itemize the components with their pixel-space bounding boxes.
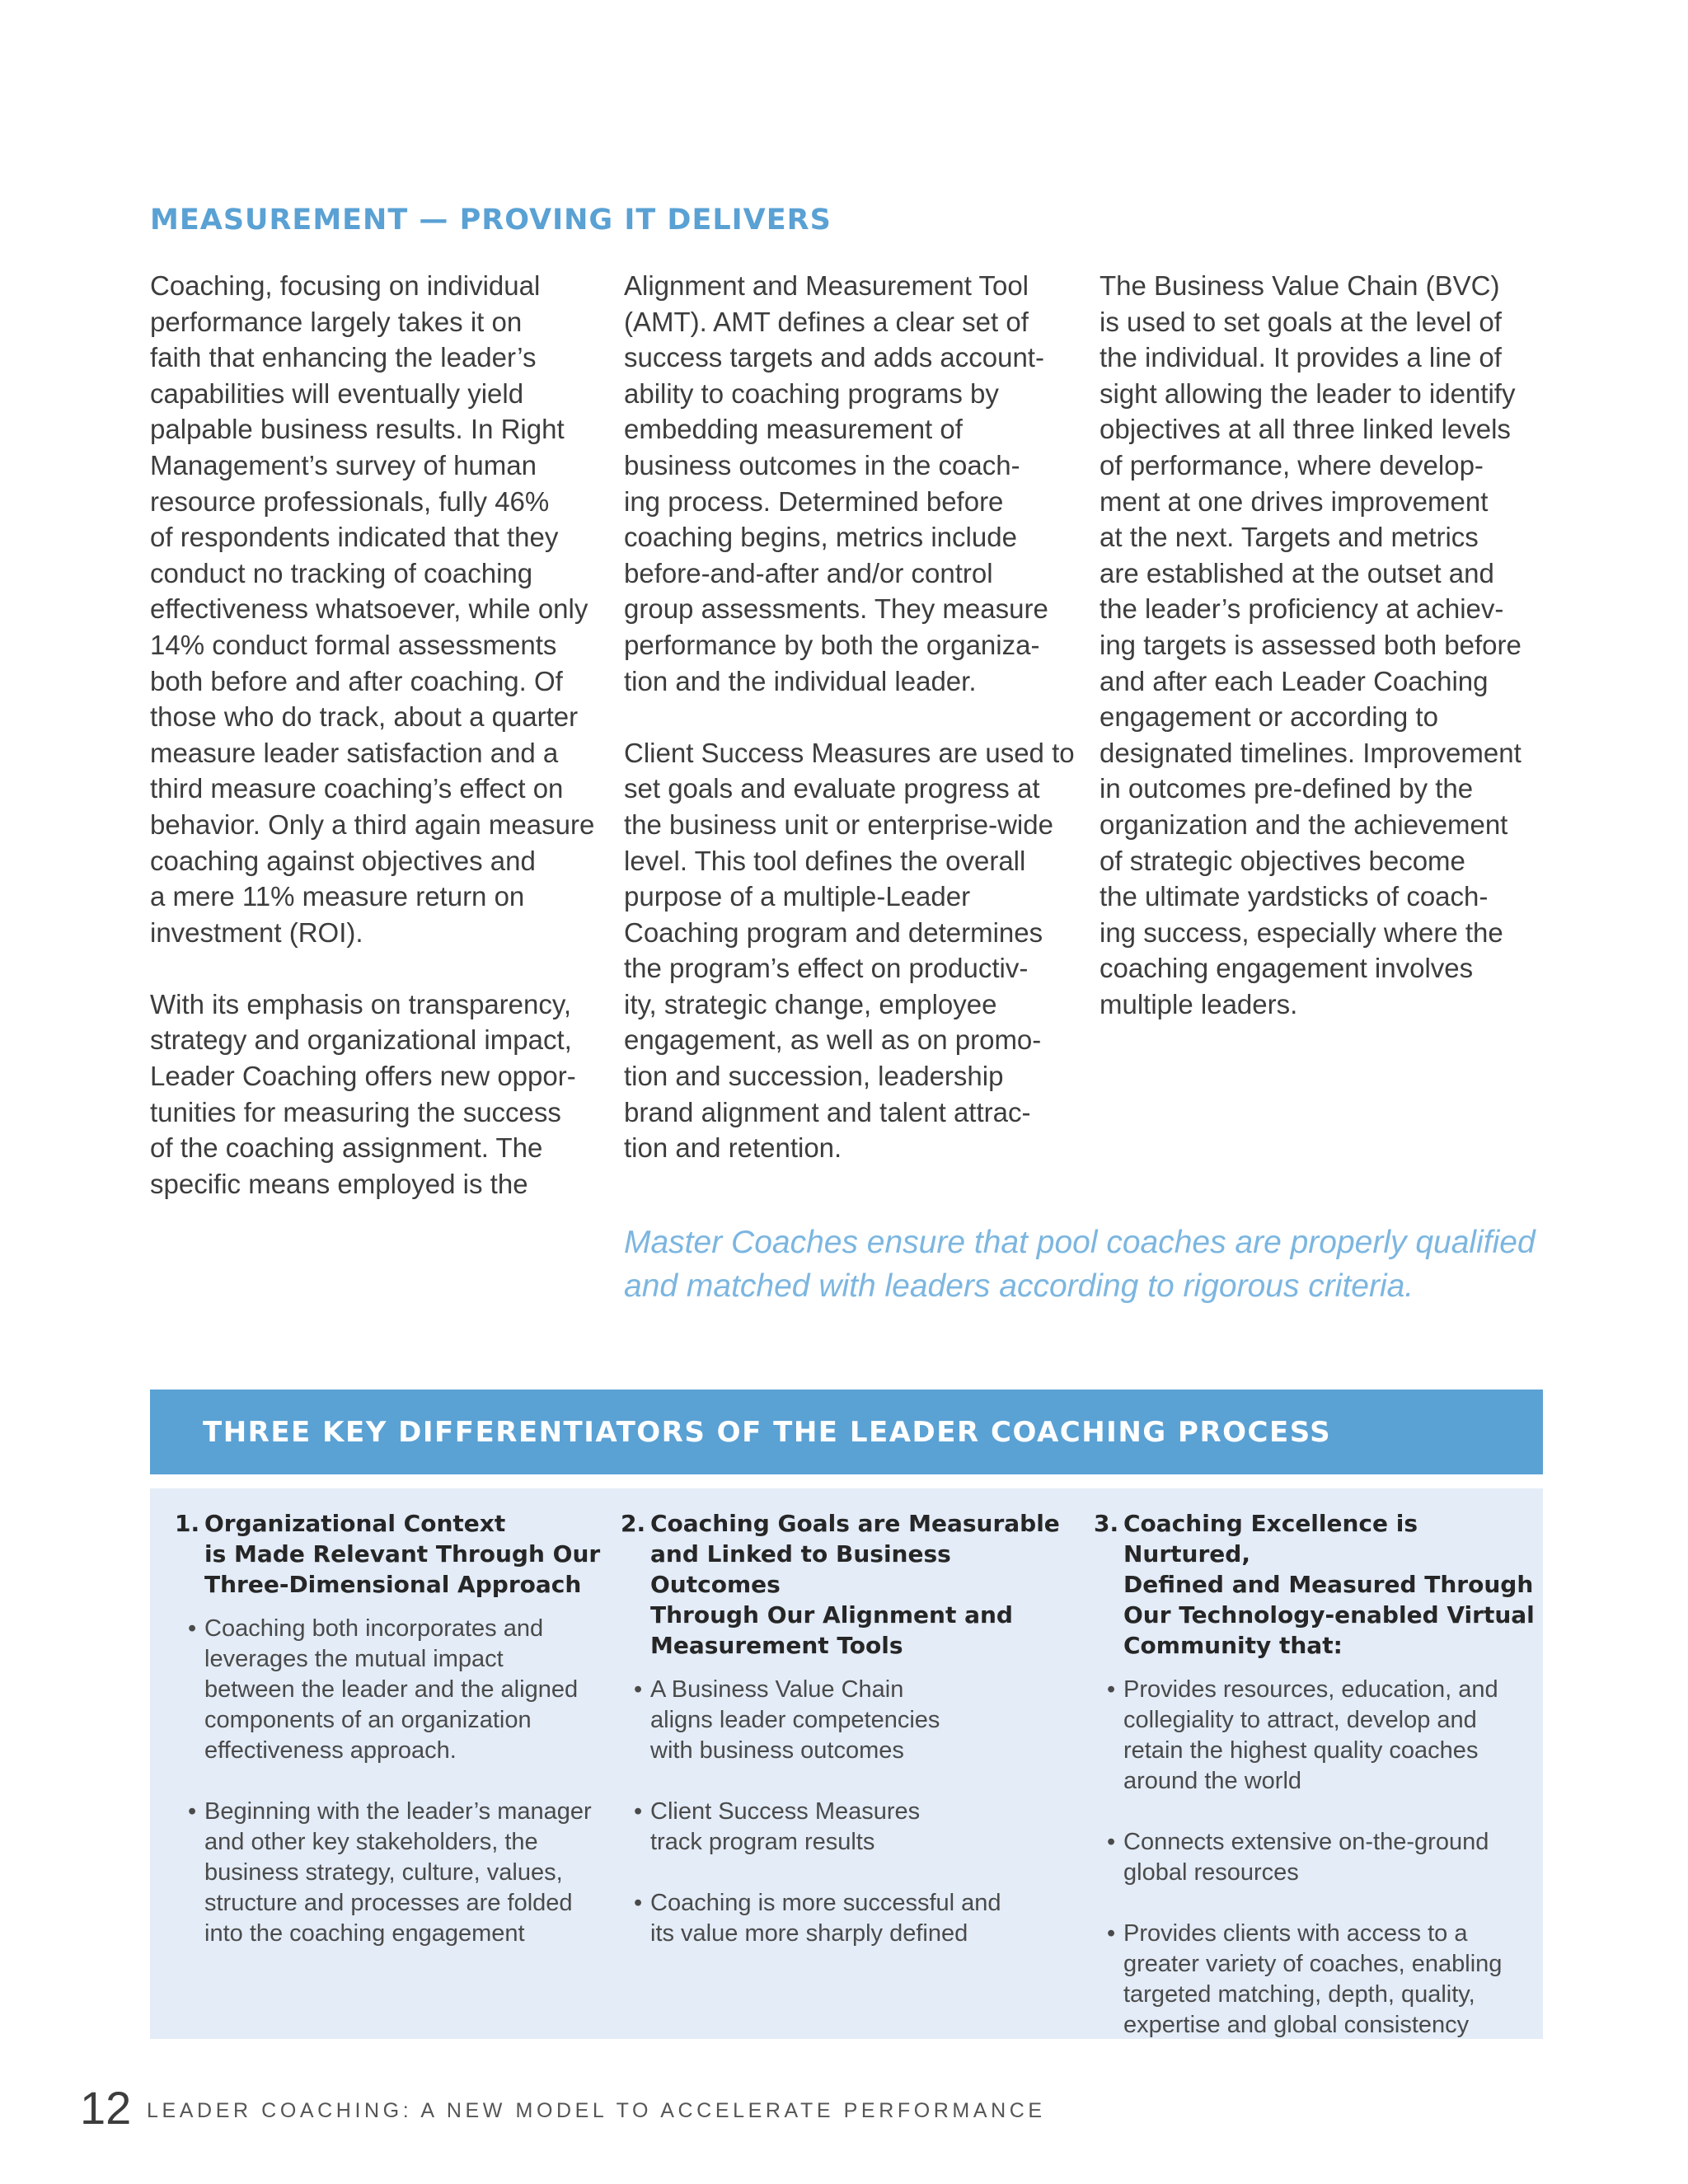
differentiator-number: 2.	[621, 1510, 646, 1537]
list-item	[621, 1797, 1066, 1858]
bullet-icon: •	[1107, 1829, 1116, 1855]
list-item	[175, 1797, 612, 1949]
section-heading: MEASUREMENT — PROVING IT DELIVERS	[150, 204, 832, 237]
differentiator-column-1	[175, 1508, 612, 1949]
differentiators-header	[150, 1390, 1543, 1474]
list-item-text: A Business Value Chain aligns leader competencies with business outcomes	[650, 1676, 940, 1764]
differentiator-number: 3.	[1094, 1510, 1119, 1537]
bullet-icon: •	[1107, 1676, 1116, 1703]
bullet-icon: •	[634, 1798, 643, 1825]
list-item-text: Connects extensive on-the-ground global resources	[1123, 1829, 1489, 1886]
differentiator-column-2	[621, 1508, 1066, 1949]
differentiator-list	[175, 1614, 612, 1949]
list-item	[621, 1675, 1066, 1766]
bullet-icon: •	[188, 1798, 197, 1825]
differentiator-list	[1094, 1675, 1539, 2041]
differentiator-title-text: Organizational Context is Made Relevant Through Our Three-Dimensional Approach	[204, 1510, 601, 1598]
differentiator-list	[621, 1675, 1066, 1949]
list-item-text: Client Success Measures track program results	[650, 1798, 921, 1855]
body-column-1	[150, 268, 612, 1202]
list-item-text: Beginning with the leader’s manager and other key stakeholders, the business strategy, culture, values, structure and processes are folded into the coaching engagement	[204, 1798, 592, 1947]
differentiator-title-text: Coaching Goals are Measurable and Linked to Business Outcomes Through Our Alignment and Measurement Tools	[650, 1510, 1060, 1659]
list-item	[1094, 1827, 1539, 1888]
body-paragraph: The Business Value Chain (BVC) is used to set goals at the level of the individual. It provides a line of sight allowing the leader to identify objectives at all three linked levels of performance, where develop- ment at one drives improvement at the next. Targets and metrics are established at the outset and the leader’s proficiency at achiev- ing targets is assessed both before and after each Leader Coaching engagement or according to designated timelines. Improvement in outcomes pre-defined by the organization and the achievement of strategic objectives become the ultimate yardsticks of coach- ing success, especially where the coaching engagement involves multiple leaders.	[1100, 270, 1522, 1019]
list-item-text: Provides resources, education, and collegiality to attract, develop and retain the highest quality coaches around the world	[1123, 1676, 1498, 1794]
bullet-icon: •	[634, 1890, 643, 1916]
list-item-text: Provides clients with access to a greater variety of coaches, enabling targeted matching, depth, quality, expertise and global consistency	[1123, 1920, 1503, 2038]
differentiator-column-3	[1094, 1508, 1539, 2041]
list-item-text: Coaching both incorporates and leverages the mutual impact between the leader and the aligned components of an organization effectiveness approach.	[204, 1615, 579, 1764]
differentiator-title	[621, 1508, 1066, 1661]
bullet-icon: •	[188, 1615, 197, 1642]
list-item-text: Coaching is more successful and its value more sharply defined	[650, 1890, 1001, 1947]
differentiator-title	[1094, 1508, 1539, 1661]
differentiator-number: 1.	[175, 1510, 200, 1537]
list-item	[621, 1888, 1066, 1949]
list-item	[1094, 1919, 1539, 2041]
differentiator-title	[175, 1508, 612, 1600]
differentiators-heading: THREE KEY DIFFERENTIATORS OF THE LEADER COACHING PROCESS	[203, 1415, 1332, 1449]
body-paragraph: Client Success Measures are used to set goals and evaluate progress at the business unit or enterprise-wide level. This tool defines the overall purpose of a multiple-Leader Coaching program and determines the program’s effect on productiv- ity, strategic change, employee engagement, as well as on promo- tion and succession, leadership brand alignment and talent attrac- tion and retention.	[624, 737, 1075, 1164]
body-column-2	[624, 268, 1085, 1166]
page-number: 12	[80, 2082, 132, 2134]
body-paragraph: Coaching, focusing on individual performance largely takes it on faith that enhancing the leader’s capabilities will eventually yield palpable business results. In Right Management’s survey of human resource professionals, fully 46% of respondents indicated that they conduct no tracking of coaching effectiveness whatsoever, while only 14% conduct formal assessments both before and after coaching. Of those who do track, about a quarter measure leader satisfaction and a third measure coaching’s effect on behavior. Only a third again measure coaching against objectives and a mere 11% measure return on investment (ROI).	[150, 270, 595, 948]
bullet-icon: •	[1107, 1920, 1116, 1947]
pull-quote: Master Coaches ensure that pool coaches are properly qualified and matched with leaders according to rigorous criteria.	[624, 1225, 1536, 1304]
running-title: LEADER COACHING: A NEW MODEL TO ACCELERATE PERFORMANCE	[147, 2099, 1046, 2122]
bullet-icon: •	[634, 1676, 643, 1703]
differentiator-title-text: Coaching Excellence is Nurtured, Defined and Measured Through Our Technology-enabled Virtual Community that:	[1123, 1510, 1535, 1659]
list-item	[175, 1614, 612, 1766]
list-item	[1094, 1675, 1539, 1797]
body-paragraph: Alignment and Measurement Tool (AMT). AMT defines a clear set of success targets and adds account- ability to coaching programs by embedding measurement of business outcomes in the coach- ing process. Determined before coaching begins, metrics include before-and-after and/or control group assessments. They measure performance by both the organiza- tion and the individual leader.	[624, 270, 1048, 696]
body-column-3	[1100, 268, 1569, 1022]
body-paragraph: With its emphasis on transparency, strategy and organizational impact, Leader Coaching offers new oppor- tunities for measuring the success of the coaching assignment. The specific means employed is the	[150, 988, 576, 1199]
